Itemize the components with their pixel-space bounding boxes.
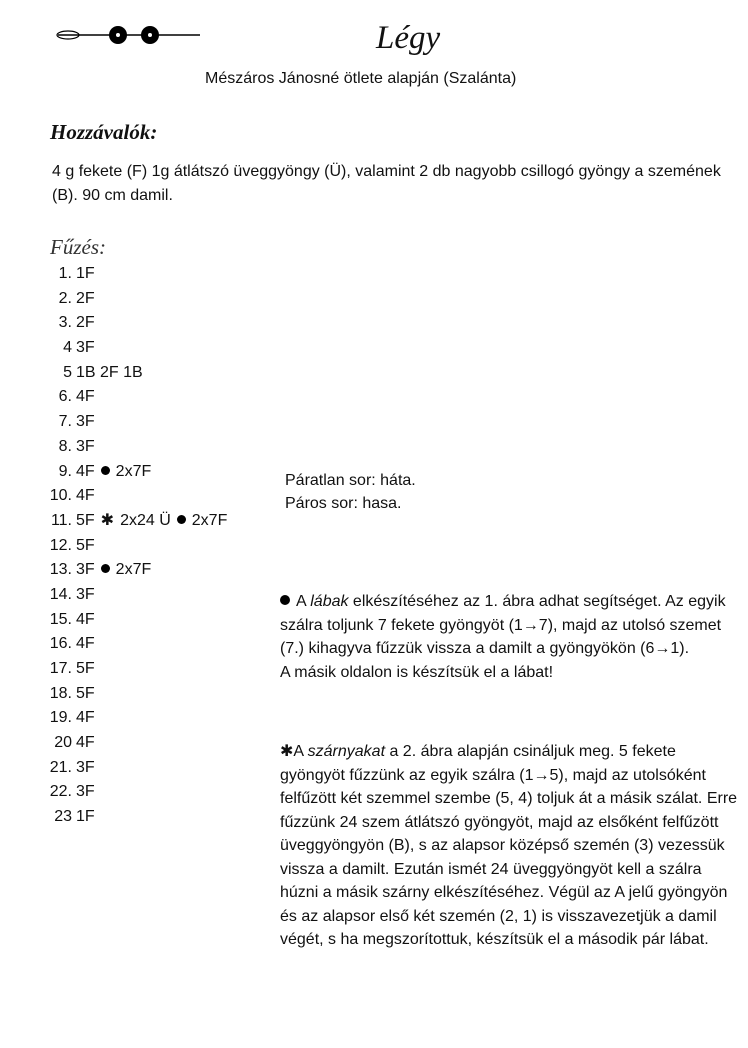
threading-row: [40, 706, 227, 731]
row-code: 1B 2F 1B: [76, 363, 143, 381]
wings-note: ✱A szárnyakat a 2. ábra alapján csináljuk meg. 5 fekete gyöngyöt fűzzünk az egyik szálra (1→5), majd az utolsóként felfűzött két szemmel szembe (5, 4) toljuk át a másik szálat. Erre fűzzünk 24 szem átlátszó gyöngyöt, majd az elsőként felfűzött üveggyöngyön (B), s az alapsor középső szemén (3) vezessük vissza a damilt. Ezután ismét 24 üveggyöngyöt kell a szálra húzni a másik szárny elkészítéséhez. Végül az A jelű gyöngyön és az alapsor első két szemén (2, 1) is visszavezetjük a damil végét, s ha megszorítottuk, készítsük el a második pár lábat.: [280, 743, 738, 948]
row-code: 5F: [76, 684, 95, 702]
row-number: 17.: [49, 660, 72, 677]
row-number: 5: [63, 363, 72, 381]
bullet-dot-icon: [280, 595, 290, 605]
row-number: 20: [54, 734, 72, 752]
leg-marker-icon: [101, 466, 110, 475]
parity-legend: [285, 469, 416, 515]
row-code: 2F: [76, 289, 95, 307]
threading-row: [40, 484, 227, 509]
threading-row: [40, 756, 227, 781]
row-code: 1F: [76, 265, 95, 282]
row-number: 2.: [58, 289, 72, 307]
row-extra: 2x7F: [115, 561, 152, 579]
row-code: 4F: [76, 734, 95, 752]
threading-row: [40, 311, 227, 336]
row-extra: 2x7F: [115, 462, 152, 480]
threading-row: [40, 509, 227, 534]
threading-row: [40, 361, 227, 386]
parity-odd: Páratlan sor: háta.: [285, 472, 416, 489]
threading-row: [40, 287, 227, 312]
row-number: 12.: [49, 536, 72, 554]
row-code: 3F: [76, 339, 95, 357]
threading-row: [40, 608, 227, 633]
row-code: 3F: [76, 585, 95, 603]
threading-row: [40, 632, 227, 657]
row-number: 7.: [58, 413, 72, 431]
threading-row: [40, 336, 227, 361]
row-code: 5F: [76, 511, 95, 529]
row-number: 1.: [58, 265, 72, 282]
row-code: 1F: [76, 808, 95, 826]
row-number: 4: [63, 339, 72, 357]
row-number: 14.: [49, 585, 72, 603]
subtitle: Mészáros Jánosné ötlete alapján (Szalánta): [205, 70, 517, 87]
bead-needle-ornament: [52, 24, 202, 46]
threading-row: [40, 583, 227, 608]
threading-heading: Fűzés:: [50, 235, 106, 259]
threading-row: [40, 385, 227, 410]
row-number: 13.: [49, 561, 72, 579]
row-extra: 2x7F: [191, 511, 228, 529]
ingredients-heading: Hozzávalók:: [50, 120, 158, 144]
row-number: 19.: [49, 709, 72, 727]
legs-note: A lábak elkészítéséhez az 1. ábra adhat segítséget. Az egyik szálra toljunk 7 fekete gyöngyöt (1→7), majd az utolsó szemet (7.) kihagyva fűzzük vissza a damilt a gyöngyökön (6→1). A másik oldalon is készítsük el a lábat!: [280, 590, 740, 684]
row-number: 15.: [49, 610, 72, 628]
row-number: 8.: [58, 437, 72, 455]
row-number: 9.: [58, 462, 72, 480]
leg-marker-icon: [177, 515, 186, 524]
page-title: Légy: [376, 20, 441, 56]
threading-row: [40, 410, 227, 435]
threading-row: [40, 534, 227, 559]
row-code: 3F: [76, 758, 95, 776]
threading-row: [40, 558, 227, 583]
row-code: 4F: [76, 635, 95, 653]
threading-row: [40, 657, 227, 682]
row-code: 4F: [76, 462, 95, 480]
leg-marker-icon: [101, 564, 110, 573]
row-number: 10.: [49, 487, 72, 505]
row-number: 16.: [49, 635, 72, 653]
threading-row: [40, 435, 227, 460]
row-number: 21.: [49, 758, 72, 776]
row-code: 2F: [76, 314, 95, 332]
row-code: 5F: [76, 660, 95, 677]
threading-row: [40, 780, 227, 805]
row-number: 23: [54, 808, 72, 826]
row-code: 3F: [76, 783, 95, 801]
row-code: 4F: [76, 388, 95, 406]
row-number: 11.: [50, 511, 72, 529]
row-code: 3F: [76, 561, 95, 579]
row-number: 22.: [49, 783, 72, 801]
row-code: 4F: [76, 487, 95, 505]
threading-row: [40, 262, 227, 287]
row-code: 3F: [76, 413, 95, 431]
row-number: 6.: [58, 388, 72, 406]
row-number: 3.: [58, 314, 72, 332]
row-code: 5F: [76, 536, 95, 554]
wing-marker-icon: ✱: [100, 511, 115, 529]
threading-row: [40, 731, 227, 756]
threading-row: [40, 682, 227, 707]
row-wing: 2x24 Ü: [120, 511, 171, 529]
row-code: 4F: [76, 610, 95, 628]
threading-rows: [40, 262, 227, 830]
legs-note-line2: A másik oldalon is készítsük el a lábat!: [280, 663, 554, 681]
asterisk-icon: ✱: [280, 743, 294, 760]
threading-row: [40, 460, 227, 485]
ingredients-text: 4 g fekete (F) 1g átlátszó üveggyöngy (Ü), valamint 2 db nagyobb csillogó gyöngy a szemének (B). 90 cm damil.: [52, 163, 721, 204]
parity-even: Páros sor: hasa.: [285, 495, 402, 512]
row-code: 3F: [76, 437, 95, 455]
row-number: 18.: [49, 684, 72, 702]
row-code: 4F: [76, 709, 95, 727]
threading-row: [40, 805, 227, 830]
